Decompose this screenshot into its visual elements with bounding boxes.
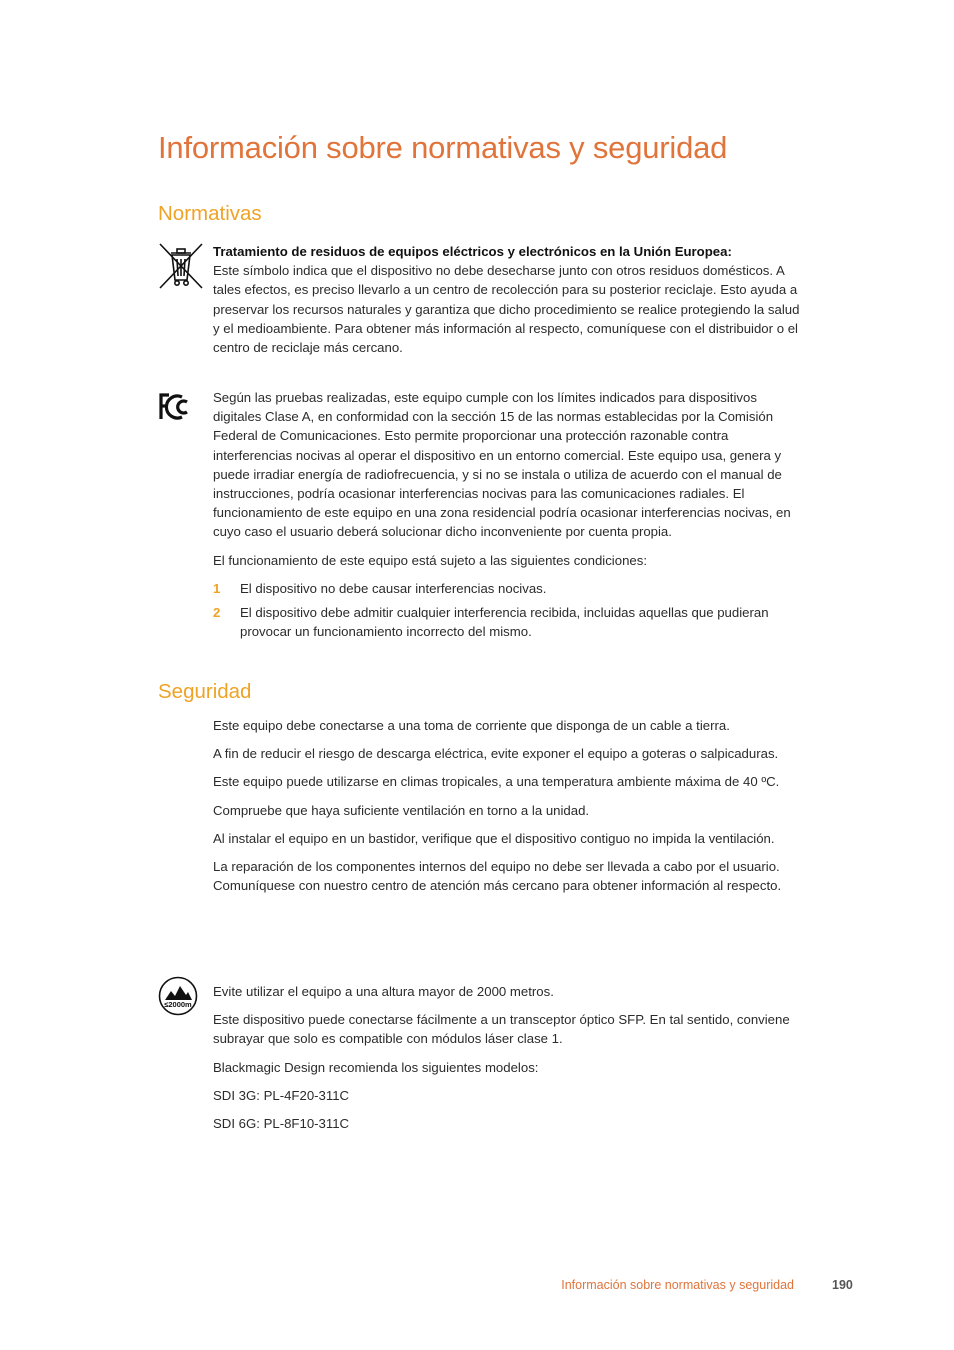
altitude-2000m-icon [158, 976, 198, 1016]
safety-paragraph: Este equipo debe conectarse a una toma de corriente que disponga de un cable a tierra. [213, 718, 730, 733]
conditions-list [213, 579, 803, 642]
weee-heading: Tratamiento de residuos de equipos eléctricos y electrónicos en la Unión Europea: [213, 244, 732, 259]
safety-paragraph: Blackmagic Design recomienda los siguientes modelos: [213, 1059, 539, 1075]
section-title-seguridad: Seguridad [158, 680, 252, 703]
safety-paragraph: Este equipo puede utilizarse en climas tropicales, a una temperatura ambiente máxima de 40 ºC. [213, 774, 780, 790]
conditions-intro: El funcionamiento de este equipo está sujeto a las siguientes condiciones: [213, 552, 648, 568]
safety-block-a [213, 716, 803, 904]
fcc-logo-icon [158, 392, 194, 422]
list-item [213, 603, 803, 641]
safety-block-b [213, 982, 803, 1142]
safety-paragraph: SDI 3G: PL-4F20-311C [213, 1087, 350, 1103]
list-number: 1 [213, 580, 221, 596]
weee-text: Este símbolo indica que el dispositivo no debe desecharse junto con otros residuos domésticos. A tales efectos, es preciso llevarlo a un centro de recolección para su posterior reciclaje. Esto ayuda a preservar los recursos naturales y garantiza que dicho procedimiento se realice protegiendo la salud y el medioambiente. Para obtener más información al respecto, comuníquese con el distribuidor o el centro de reciclaje más cercano. [213, 263, 800, 356]
fcc-text: Según las pruebas realizadas, este equipo cumple con los límites indicados para dispositivos digitales Clase A, en conformidad con la sección 15 de las normas establecidas por la Comisión Federal de Comunicaciones. Esto permite proporcionar una protección razonable contra interferencias nocivas al operar el dispositivo en un entorno comercial. Este equipo usa, genera y puede irradiar energía de radiofrecuencia, y si no se instala o utiliza de acuerdo con el manual de instrucciones, podría ocasionar interferencias nocivas para las comunicaciones radiales. El funcionamiento de este equipo en una zona residencial podría ocasionar interferencias nocivas, en cuyo caso el usuario deberá solucionar dicho inconveniente por cuenta propia. [213, 390, 791, 540]
safety-paragraph: La reparación de los componentes internos del equipo no debe ser llevada a cabo por el usuario. Comuníquese con nuestro centro de atención más cercano para obtener información al respecto. [213, 859, 782, 894]
weee-crossed-bin-icon [158, 242, 204, 290]
list-text: El dispositivo debe admitir cualquier interferencia recibida, incluidas aquellas que pudieran provocar un funcionamiento incorrecto del mismo. [240, 605, 769, 640]
page-number: 190 [832, 1278, 853, 1292]
list-item [213, 579, 803, 598]
list-number: 2 [213, 605, 221, 621]
safety-paragraph: SDI 6G: PL-8F10-311C [213, 1116, 350, 1132]
fcc-block [213, 388, 803, 646]
list-text: El dispositivo no debe causar interferencias nocivas. [240, 580, 547, 596]
safety-paragraph: Evite utilizar el equipo a una altura mayor de 2000 metros. [213, 984, 554, 999]
section-title-normativas: Normativas [158, 202, 262, 225]
page-title: Información sobre normativas y seguridad [158, 130, 728, 165]
footer-title: Información sobre normativas y seguridad [561, 1278, 794, 1292]
safety-paragraph: Al instalar el equipo en un bastidor, verifique que el dispositivo contiguo no impida la ventilación. [213, 830, 775, 846]
weee-block [213, 242, 803, 366]
safety-paragraph: Compruebe que haya suficiente ventilación en torno a la unidad. [213, 802, 590, 818]
safety-paragraph: A fin de reducir el riesgo de descarga eléctrica, evite exponer el equipo a goteras o salpicaduras. [213, 746, 779, 762]
safety-paragraph: Este dispositivo puede conectarse fácilmente a un transceptor óptico SFP. En tal sentido, conviene subrayar que solo es compatible con módulos láser clase 1. [213, 1012, 790, 1047]
altitude-mountain-icon [158, 976, 198, 1016]
altitude-label: ≤2000m [164, 1000, 192, 1009]
